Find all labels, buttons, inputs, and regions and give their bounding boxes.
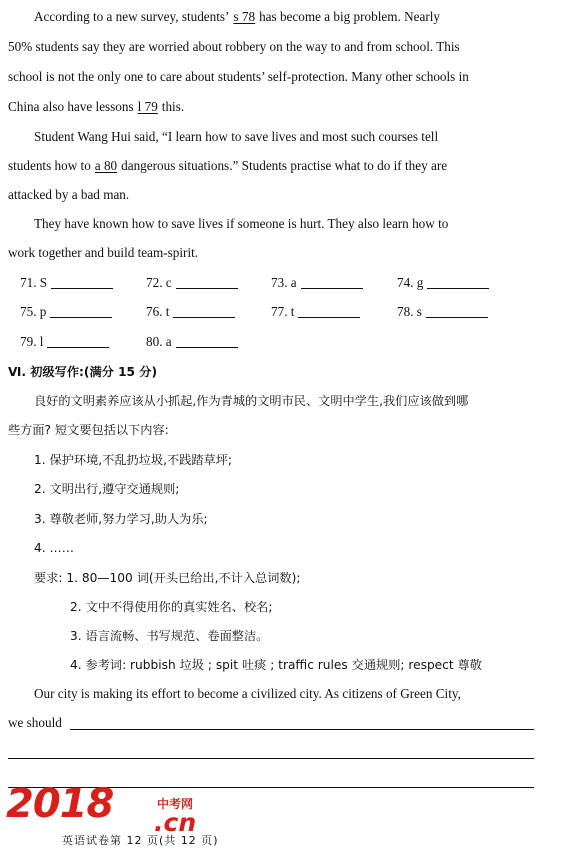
answer-blank[interactable] xyxy=(426,305,488,318)
answer-73[interactable] xyxy=(271,275,363,291)
text: dangerous situations.” Students practise what to do if they are xyxy=(121,158,448,173)
answer-label: 71. S xyxy=(20,275,48,290)
requirement: 3. 语言流畅、书写规范、卷面整洁。 xyxy=(70,629,269,643)
page-footer: 英语试卷第 12 页(共 12 页) xyxy=(62,834,219,847)
answer-80[interactable] xyxy=(146,334,238,350)
text: students how to xyxy=(8,158,91,173)
watermark-logo-cn: 中考网 xyxy=(157,797,194,811)
answer-blank[interactable] xyxy=(176,335,238,348)
answer-blank[interactable] xyxy=(427,276,489,289)
text: has become a big problem. Nearly xyxy=(259,9,440,24)
writing-intro: 良好的文明素养应该从小抓起,作为青城的文明市民、文明中学生,我们应该做到哪 xyxy=(34,394,469,408)
text: this. xyxy=(161,99,185,114)
content-point: 2. 文明出行,遵守交通规则; xyxy=(34,482,180,496)
answer-79[interactable] xyxy=(20,334,109,350)
passage-line: work together and build team-spirit. xyxy=(8,245,199,260)
answer-76[interactable] xyxy=(146,304,235,320)
answer-label: 80. a xyxy=(146,334,172,349)
answer-blank[interactable] xyxy=(47,335,109,348)
answer-label: 75. p xyxy=(20,304,47,319)
answer-label: 74. g xyxy=(397,275,424,290)
passage-line xyxy=(8,158,447,174)
answer-label: 72. c xyxy=(146,275,172,290)
requirement: 4. 参考词: rubbish 垃圾 ; spit 吐痰 ; traffic rules 交通规则; respect 尊敬 xyxy=(70,658,482,672)
text: According to a new survey, students’ xyxy=(34,9,230,24)
answer-blank[interactable] xyxy=(301,276,363,289)
writing-intro: 些方面? 短文要包括以下内容: xyxy=(8,423,169,437)
answer-78[interactable] xyxy=(397,304,488,320)
answer-75[interactable] xyxy=(20,304,112,320)
content-point: 3. 尊敬老师,努力学习,助人为乐; xyxy=(34,512,208,526)
answer-blank[interactable] xyxy=(298,305,360,318)
text: China also have lessons xyxy=(8,99,134,114)
writing-line[interactable] xyxy=(8,758,534,759)
answer-label: 73. a xyxy=(271,275,297,290)
passage-line: 50% students say they are worried about robbery on the way to and from school. This xyxy=(8,39,460,54)
blank-80: a 80 xyxy=(94,158,118,173)
answer-label: 76. t xyxy=(146,304,170,319)
answer-blank[interactable] xyxy=(50,305,112,318)
blank-79: l 79 xyxy=(137,99,158,114)
answer-label: 77. t xyxy=(271,304,295,319)
writing-line[interactable] xyxy=(70,729,534,730)
answer-74[interactable] xyxy=(397,275,489,291)
blank-78: s 78 xyxy=(233,9,256,24)
answer-label: 78. s xyxy=(397,304,422,319)
answer-label: 79. l xyxy=(20,334,44,349)
watermark-logo-domain: .cn xyxy=(154,808,197,837)
passage-line: Student Wang Hui said, “I learn how to save lives and most such courses tell xyxy=(34,129,439,144)
requirement: 要求: 1. 80—100 词(开头已给出,不计入总词数); xyxy=(34,571,301,585)
passage-line xyxy=(34,9,440,25)
answer-blank[interactable] xyxy=(51,276,113,289)
answer-72[interactable] xyxy=(146,275,238,291)
passage-line: They have known how to save lives if someone is hurt. They also learn how to xyxy=(34,216,449,231)
content-point: 1. 保护环境,不乱扔垃圾,不践踏草坪; xyxy=(34,453,232,467)
answer-71[interactable] xyxy=(20,275,113,291)
passage-line xyxy=(8,99,184,115)
answer-77[interactable] xyxy=(271,304,360,320)
content-point: 4. …… xyxy=(34,541,74,555)
answer-blank[interactable] xyxy=(176,276,238,289)
essay-start: we should xyxy=(8,715,62,730)
essay-start: Our city is making its effort to become a civilized city. As citizens of Green City, xyxy=(34,686,461,701)
section-heading: Ⅵ. 初级写作:(满分 15 分) xyxy=(8,365,158,379)
passage-line: attacked by a bad man. xyxy=(8,187,130,202)
passage-line: school is not the only one to care about students’ self-protection. Many other schools in xyxy=(8,69,469,84)
requirement: 2. 文中不得使用你的真实姓名、校名; xyxy=(70,600,273,614)
watermark-logo: 2018 xyxy=(6,781,114,827)
answer-blank[interactable] xyxy=(173,305,235,318)
